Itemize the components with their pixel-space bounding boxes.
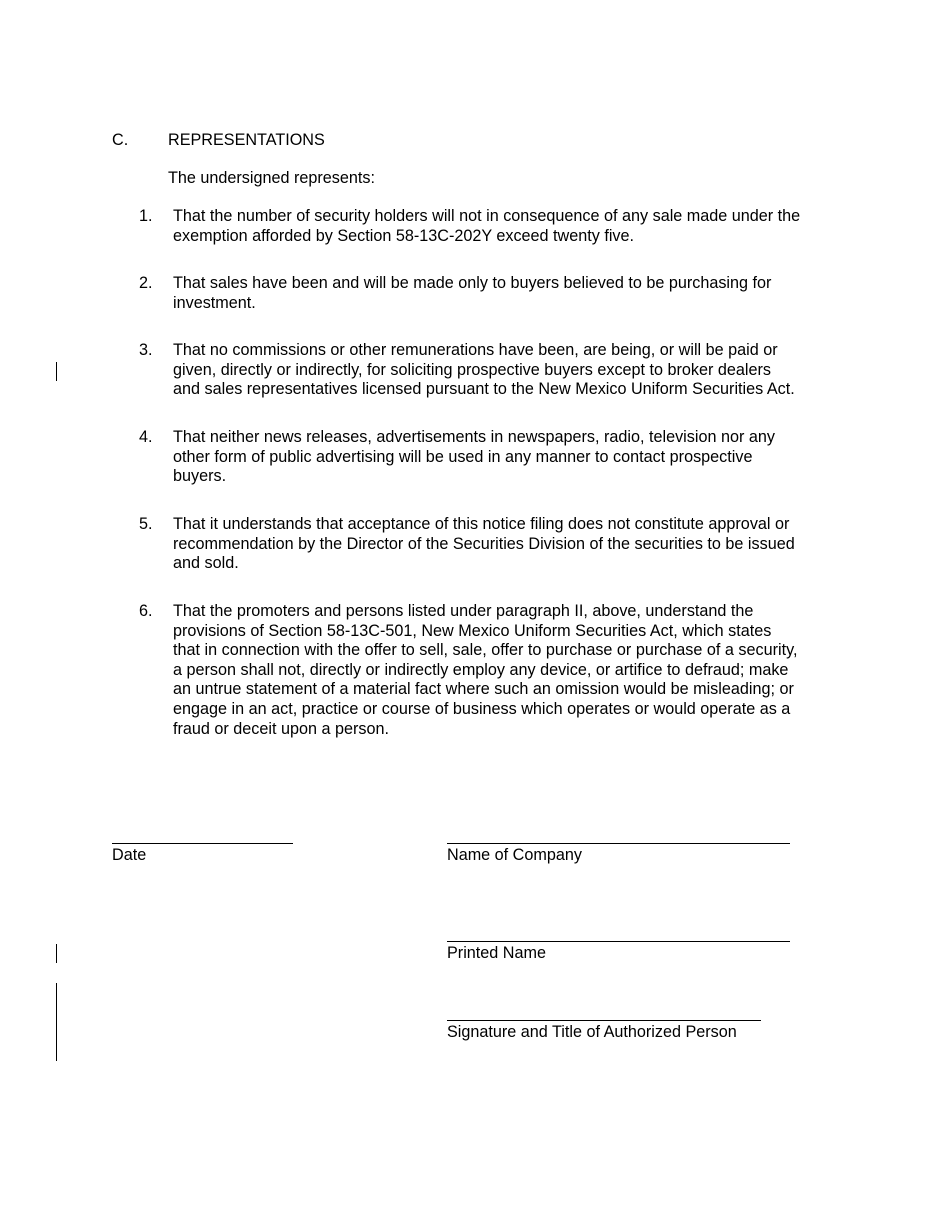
item-line: given, directly or indirectly, for soliciting prospective buyers except to broker dealers [173, 360, 772, 379]
change-bar-3 [56, 983, 57, 1061]
item-text [173, 207, 863, 246]
item-line: That sales have been and will be made only to buyers believed to be purchasing for [173, 274, 772, 292]
item-text [173, 515, 863, 574]
section-title: REPRESENTATIONS [168, 131, 325, 149]
signature-line[interactable] [447, 1020, 761, 1021]
item-line: That the number of security holders will not in consequence of any sale made under the [173, 207, 801, 225]
item-text [173, 341, 863, 400]
item-number: 1. [139, 207, 153, 225]
item-line: That the promoters and persons listed under paragraph II, above, understand the [173, 602, 754, 620]
item-line: that in connection with the offer to sell, sale, offer to purchase or purchase of a security, [173, 641, 798, 660]
item-text [173, 428, 863, 487]
item-text [173, 274, 863, 313]
item-line: a person shall not, directly or indirectly employ any device, or artifice to defraud; make [173, 660, 789, 679]
printed-name-label: Printed Name [447, 944, 546, 962]
date-line[interactable] [112, 843, 293, 844]
item-number: 6. [139, 602, 153, 620]
item-line: and sold. [173, 554, 239, 573]
item-line: engage in an act, practice or course of business which operates or would operate as a [173, 699, 791, 718]
item-line: other form of public advertising will be used in any manner to contact prospective [173, 447, 753, 466]
item-text [173, 602, 863, 739]
item-number: 3. [139, 341, 153, 359]
signature-label: Signature and Title of Authorized Person [447, 1023, 737, 1041]
printed-name-line[interactable] [447, 941, 790, 942]
item-number: 2. [139, 274, 153, 292]
date-label: Date [112, 846, 147, 864]
item-number: 4. [139, 428, 153, 446]
item-line: That no commissions or other remunerations have been, are being, or will be paid or [173, 341, 778, 359]
section-letter: C. [112, 131, 129, 149]
item-line: recommendation by the Director of the Securities Division of the securities to be issued [173, 534, 795, 553]
item-line: buyers. [173, 467, 227, 486]
item-number: 5. [139, 515, 153, 533]
company-name-label: Name of Company [447, 846, 582, 864]
item-line: fraud or deceit upon a person. [173, 719, 389, 738]
item-line: and sales representatives licensed pursuant to the New Mexico Uniform Securities Act. [173, 380, 795, 399]
change-bar-1 [56, 362, 57, 381]
change-bar-2 [56, 944, 57, 963]
item-line: investment. [173, 293, 256, 312]
item-line: provisions of Section 58-13C-501, New Mexico Uniform Securities Act, which states [173, 621, 772, 640]
section-intro: The undersigned represents: [168, 169, 375, 187]
item-line: That neither news releases, advertisements in newspapers, radio, television nor any [173, 428, 775, 446]
item-line: exemption afforded by Section 58-13C-202Y exceed twenty five. [173, 226, 635, 245]
item-line: an untrue statement of a material fact where such an omission would be misleading; or [173, 680, 794, 699]
company-name-line[interactable] [447, 843, 790, 844]
item-line: That it understands that acceptance of this notice filing does not constitute approval or [173, 515, 790, 533]
